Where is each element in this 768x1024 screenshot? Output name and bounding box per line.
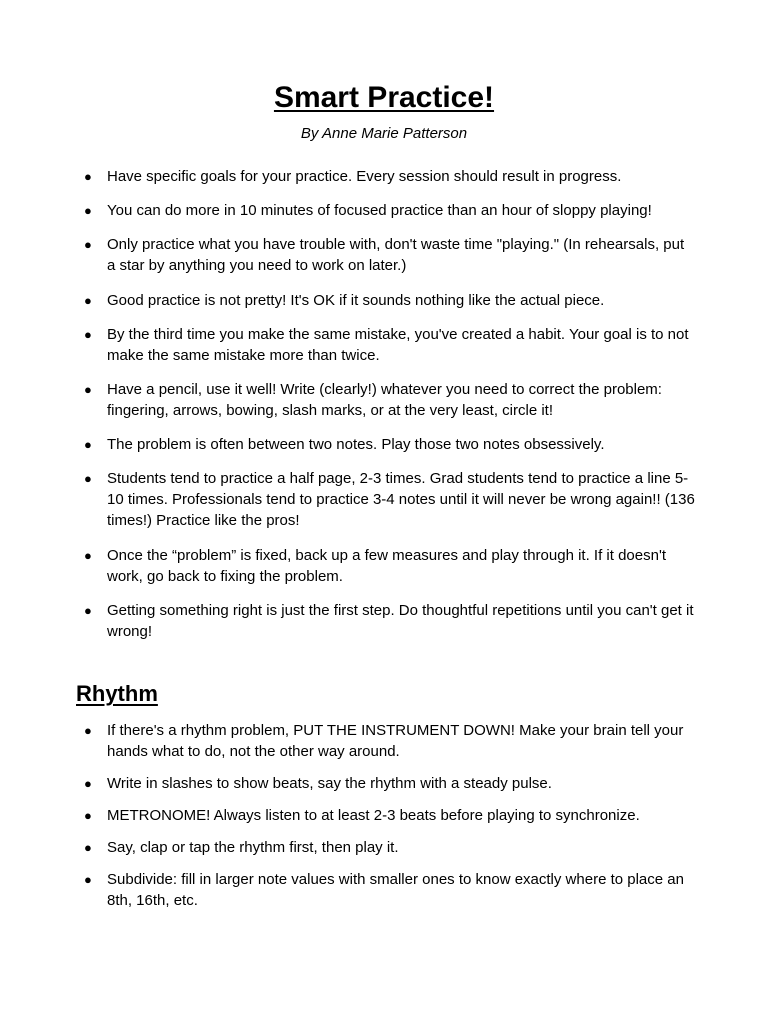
list-item: [0, 805, 768, 826]
list-item: [0, 290, 768, 311]
list-item: [0, 837, 768, 858]
list-item-text: If there's a rhythm problem, PUT THE INSTRUMENT DOWN! Make your brain tell your hands what to do, not the other way around.: [107, 722, 684, 760]
list-item-text: Once the “problem” is fixed, back up a few measures and play through it. If it doesn't work, go back to fixing the problem.: [107, 546, 666, 585]
list-item-text: Have a pencil, use it well! Write (clearly!) whatever you need to correct the problem: fingering, arrows, bowing, slash marks, or at the very least, circle it!: [107, 380, 662, 419]
bullet-icon: ●: [84, 381, 92, 397]
list-item: [0, 600, 768, 642]
bullet-icon: ●: [84, 292, 92, 308]
bullet-icon: ●: [84, 872, 92, 887]
list-item-text: Say, clap or tap the rhythm first, then play it.: [107, 839, 399, 856]
section-heading-rhythm: Rhythm: [76, 681, 158, 706]
bullet-icon: ●: [84, 547, 92, 563]
list-item: [0, 468, 768, 531]
author-byline: By Anne Marie Patterson: [300, 125, 468, 142]
list-item-text: Subdivide: fill in larger note values with smaller ones to know exactly where to place an 8th, 16th, etc.: [107, 871, 684, 909]
bullet-icon: ●: [84, 169, 92, 184]
list-item-text: Students tend to practice a half page, 2-3 times. Grad students tend to practice a line 5-10 times. Professionals tend to practice 3-4 notes until it will never be wrong again!! (136 times!) Practice like the pros!: [107, 470, 695, 530]
bullet-icon: ●: [84, 602, 92, 618]
bullet-icon: ●: [84, 437, 92, 453]
bullet-icon: ●: [84, 237, 92, 253]
list-item: [0, 773, 768, 794]
list-item-text: You can do more in 10 minutes of focused practice than an hour of sloppy playing!: [107, 202, 652, 220]
list-item: [0, 379, 768, 421]
list-item-text: The problem is often between two notes. Play those two notes obsessively.: [107, 436, 605, 454]
bullet-icon: ●: [84, 723, 92, 738]
bullet-icon: ●: [84, 326, 92, 342]
bullet-icon: ●: [84, 776, 92, 791]
practice-tips-list: [0, 166, 768, 655]
list-item: [0, 869, 768, 911]
list-item-text: Write in slashes to show beats, say the rhythm with a steady pulse.: [107, 775, 552, 792]
list-item: [0, 166, 768, 187]
list-item: [0, 720, 768, 762]
list-item: [0, 234, 768, 276]
bullet-icon: ●: [84, 471, 92, 487]
rhythm-tips-list: [0, 720, 768, 922]
bullet-icon: ●: [84, 808, 92, 823]
list-item-text: METRONOME! Always listen to at least 2-3 beats before playing to synchronize.: [107, 807, 640, 824]
list-item-text: Good practice is not pretty! It's OK if it sounds nothing like the actual piece.: [107, 291, 605, 309]
list-item-text: Only practice what you have trouble with, don't waste time "playing." (In rehearsals, put a star by anything you need to work on later.): [107, 236, 685, 275]
list-item: [0, 200, 768, 221]
list-item: [0, 545, 768, 587]
page-title: Smart Practice!: [273, 81, 495, 114]
list-item: [0, 324, 768, 366]
list-item-text: By the third time you make the same mistake, you've created a habit. Your goal is to not make the same mistake more than twice.: [107, 325, 689, 364]
list-item-text: Have specific goals for your practice. Every session should result in progress.: [107, 168, 622, 185]
list-item-text: Getting something right is just the first step. Do thoughtful repetitions until you can't get it wrong!: [107, 601, 694, 640]
bullet-icon: ●: [84, 840, 92, 855]
bullet-icon: ●: [84, 203, 92, 219]
list-item: [0, 434, 768, 455]
